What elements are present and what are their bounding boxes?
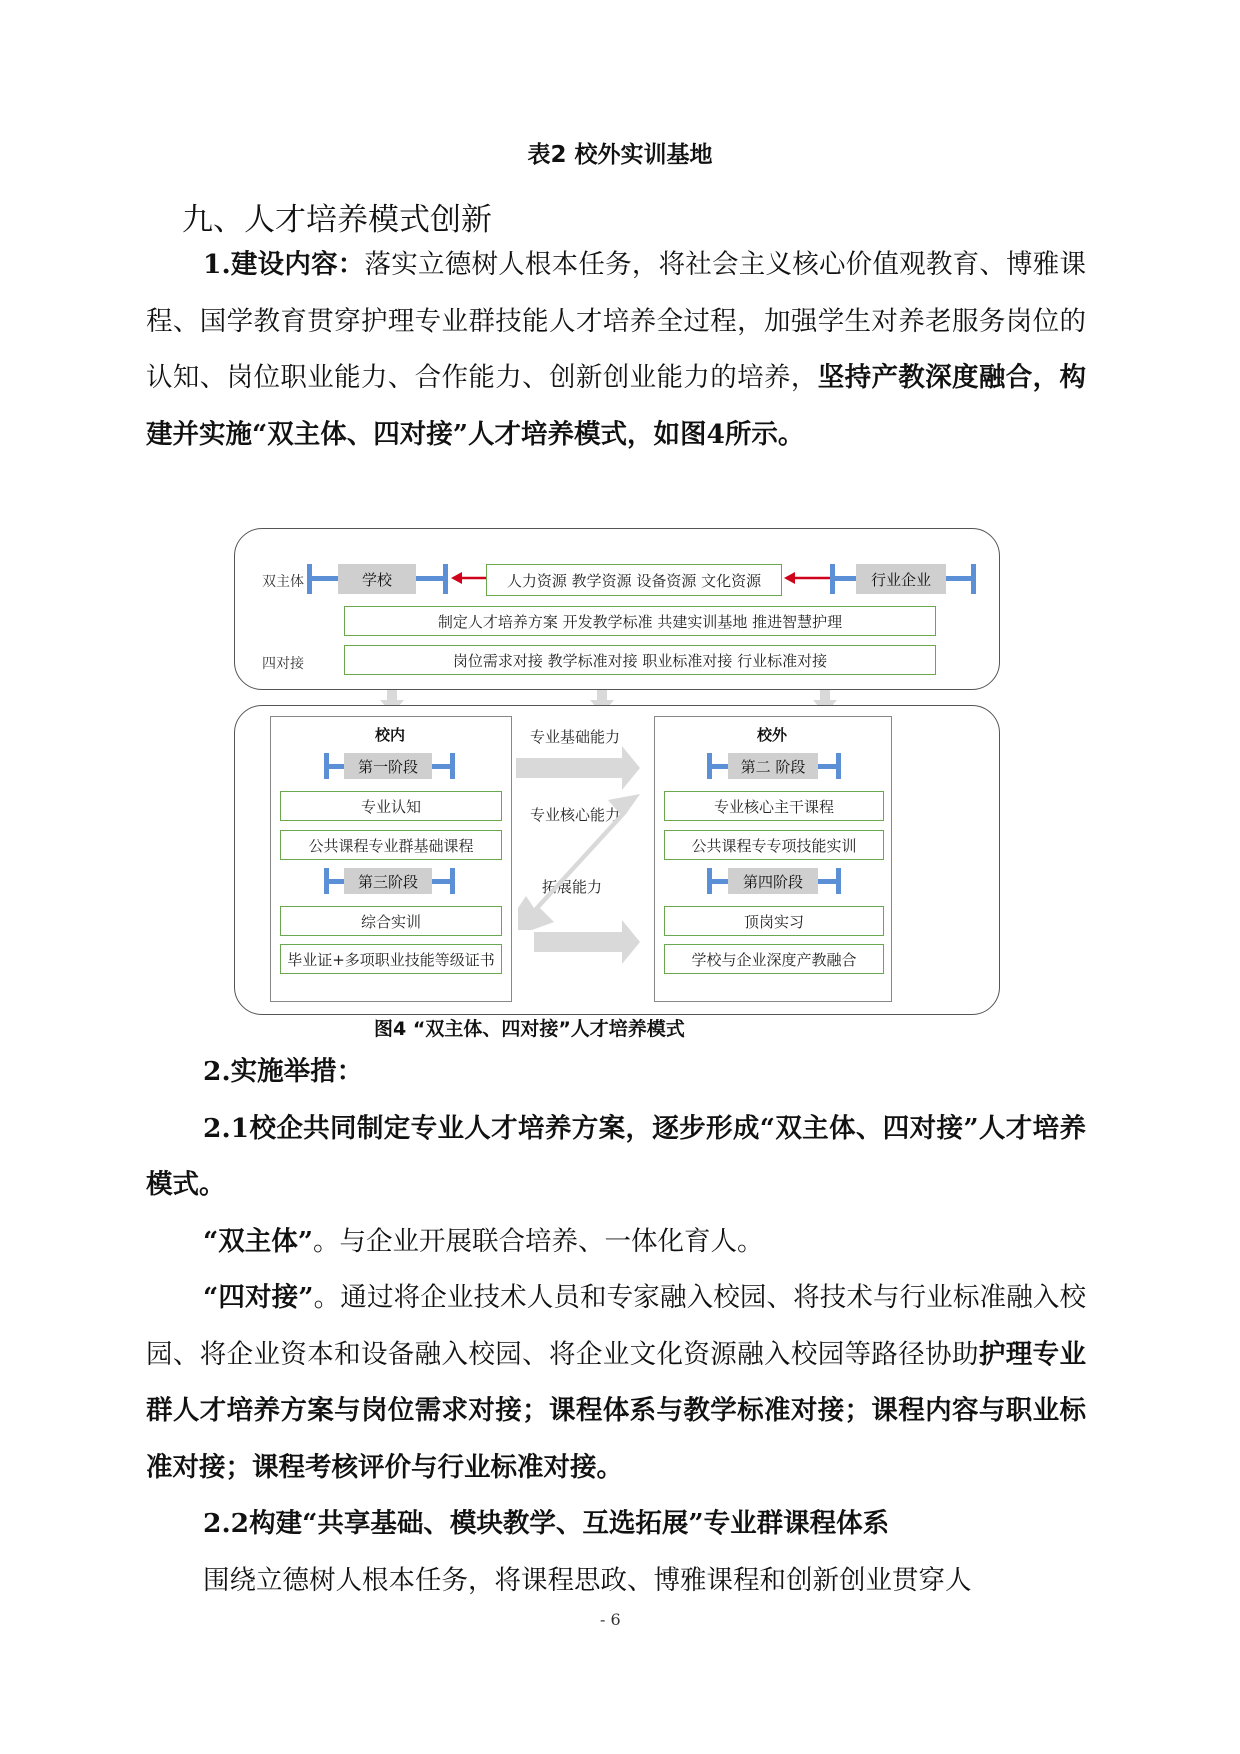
figure-4 [234, 528, 1002, 1018]
heading-2-2: 2.2构建“共享基础、模块教学、互选拓展”专业群课程体系 [203, 1508, 890, 1539]
right-item-2: 公共课程专专项技能实训 [664, 830, 884, 860]
four-text: 。通过将企业技术人员和专家融入校园、将技术与行业标准融入校园、将企业资本和设备融入校园、将企业文化资源融入校园等路径协助 [146, 1282, 1086, 1370]
four-bold-text: 护理专业群人才培养方案与岗位需求对接；课程体系与教学标准对接；课程内容与职业标准对接；课程考核评价与行业标准对接。 [146, 1338, 1087, 1483]
left-item-3: 综合实训 [280, 906, 502, 936]
dual-text: 。与企业开展联合培养、一体化育人。 [313, 1225, 764, 1257]
paragraph-bold-text: 坚持产教深度融合，构建并实施“双主体、四对接”人才培养模式，如图4所示。 [146, 362, 1087, 450]
mid-label-3: 拓展能力 [542, 878, 603, 896]
dock-box: 岗位需求对接 教学标准对接 职业标准对接 行业标准对接 [344, 645, 936, 675]
heading-implementation: 2.实施举措： [203, 1056, 364, 1087]
stage-1: 第一阶段 [344, 753, 432, 779]
mid-label-1: 专业基础能力 [530, 728, 621, 746]
right-item-4: 学校与企业深度产教融合 [664, 944, 884, 974]
page-number: - 6 [600, 1610, 621, 1629]
panel-head-right: 校外 [756, 726, 787, 744]
left-item-1: 专业认知 [280, 791, 502, 821]
paragraph-text: 落实立德树人根本任务，将社会主义核心价值观教育、博雅课程、国学教育贯穿护理专业群技能人才培养全过程，加强学生对养老服务岗位的认知、岗位职业能力、合作能力、创新创业能力的培养， [146, 249, 1087, 393]
enterprise-label: 行业企业 [856, 564, 946, 594]
paragraph-construction [146, 237, 1086, 463]
stage-4: 第四阶段 [728, 868, 818, 894]
left-item-2: 公共课程专业群基础课程 [280, 830, 502, 860]
section-title: 九、人才培养模式创新 [182, 202, 492, 238]
school-label: 学校 [338, 564, 416, 594]
row-label-four: 四对接 [262, 656, 304, 672]
stage-3: 第三阶段 [344, 868, 432, 894]
row-label-dual: 双主体 [262, 574, 304, 590]
dual-lead: “双主体” [203, 1225, 313, 1257]
table-caption: 表2 校外实训基地 [527, 142, 713, 168]
four-lead: “四对接” [203, 1282, 314, 1313]
panel-head-left: 校内 [374, 726, 405, 744]
z-flow-arrows-icon [510, 708, 650, 1008]
heading-2-1: 2.1校企共同制定专业人才培养方案，逐步形成“双主体、四对接”人才培养模式。 [146, 1112, 1086, 1200]
left-item-4: 毕业证+多项职业技能等级证书 [280, 944, 502, 974]
right-item-1: 专业核心主干课程 [664, 791, 884, 821]
right-item-3: 顶岗实习 [664, 906, 884, 936]
stage-2: 第二 阶段 [728, 753, 818, 779]
mid-label-2: 专业核心能力 [530, 806, 621, 824]
implementation-section [146, 1044, 1086, 1609]
figure-caption: 图4 “双主体、四对接”人才培养模式 [374, 1018, 685, 1040]
last-paragraph: 围绕立德树人根本任务，将课程思政、博雅课程和创新创业贯穿人 [203, 1564, 972, 1596]
plan-box: 制定人才培养方案 开发教学标准 共建实训基地 推进智慧护理 [344, 606, 936, 636]
resources-box: 人力资源 教学资源 设备资源 文化资源 [486, 564, 782, 596]
paragraph-lead: 1.建设内容： [203, 249, 365, 280]
